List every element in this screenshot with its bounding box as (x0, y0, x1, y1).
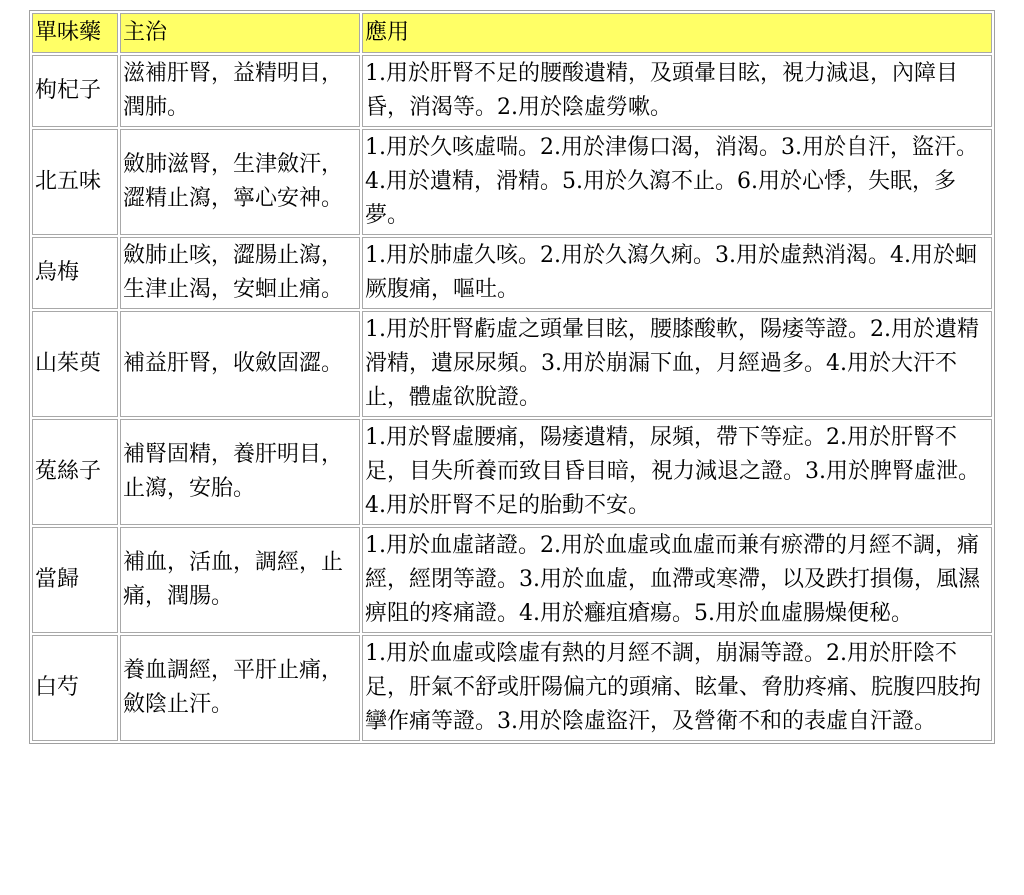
herb-indications: 滋補肝腎，益精明目，潤肺。 (120, 55, 360, 127)
herb-application: 1.用於血虛或陰虛有熱的月經不調，崩漏等證。2.用於肝陰不足，肝氣不舒或肝陽偏亢的頭痛、眩暈、脅肋疼痛、脘腹四肢拘攣作痛等證。3.用於陰虛盜汗，及營衛不和的表虛自汗證。 (362, 635, 992, 741)
herb-name: 菟絲子 (32, 419, 118, 525)
herb-table (29, 10, 995, 744)
herb-application: 1.用於血虛諸證。2.用於血虛或血虛而兼有瘀滯的月經不調，痛經，經閉等證。3.用於血虛，血滯或寒滯，以及跌打損傷，風濕痹阻的疼痛證。4.用於癰疽瘡瘍。5.用於血虛腸燥便秘。 (362, 527, 992, 633)
table-row (32, 419, 992, 525)
herb-table-container (29, 10, 995, 744)
herb-indications: 補益肝腎，收斂固澀。 (120, 311, 360, 417)
table-row (32, 129, 992, 235)
herb-name: 山茱萸 (32, 311, 118, 417)
table-row (32, 237, 992, 309)
herb-application: 1.用於久咳虛喘。2.用於津傷口渴，消渴。3.用於自汗，盜汗。4.用於遺精，滑精。5.用於久瀉不止。6.用於心悸，失眠，多夢。 (362, 129, 992, 235)
table-row (32, 311, 992, 417)
herb-name: 當歸 (32, 527, 118, 633)
herb-application: 1.用於腎虛腰痛，陽痿遺精，尿頻，帶下等症。2.用於肝腎不足，目失所養而致目昏目暗，視力減退之證。3.用於脾腎虛泄。4.用於肝腎不足的胎動不安。 (362, 419, 992, 525)
header-indications: 主治 (120, 13, 360, 53)
herb-indications: 斂肺止咳，澀腸止瀉，生津止渴，安蛔止痛。 (120, 237, 360, 309)
herb-indications: 斂肺滋腎，生津斂汗，澀精止瀉，寧心安神。 (120, 129, 360, 235)
herb-indications: 補血，活血，調經，止痛，潤腸。 (120, 527, 360, 633)
header-application: 應用 (362, 13, 992, 53)
table-row (32, 527, 992, 633)
herb-name: 北五味 (32, 129, 118, 235)
herb-indications: 養血調經，平肝止痛，斂陰止汗。 (120, 635, 360, 741)
table-row (32, 635, 992, 741)
header-herb: 單味藥 (32, 13, 118, 53)
table-row (32, 55, 992, 127)
herb-application: 1.用於肺虛久咳。2.用於久瀉久痢。3.用於虛熱消渴。4.用於蛔厥腹痛，嘔吐。 (362, 237, 992, 309)
herb-application: 1.用於肝腎虧虛之頭暈目眩，腰膝酸軟，陽痿等證。2.用於遺精滑精，遺尿尿頻。3.用於崩漏下血，月經過多。4.用於大汗不止，體虛欲脫證。 (362, 311, 992, 417)
herb-name: 白芍 (32, 635, 118, 741)
header-row (32, 13, 992, 53)
herb-name: 烏梅 (32, 237, 118, 309)
herb-application: 1.用於肝腎不足的腰酸遺精，及頭暈目眩，視力減退，內障目昏，消渴等。2.用於陰虛勞嗽。 (362, 55, 992, 127)
herb-name: 枸杞子 (32, 55, 118, 127)
herb-indications: 補腎固精，養肝明目，止瀉，安胎。 (120, 419, 360, 525)
